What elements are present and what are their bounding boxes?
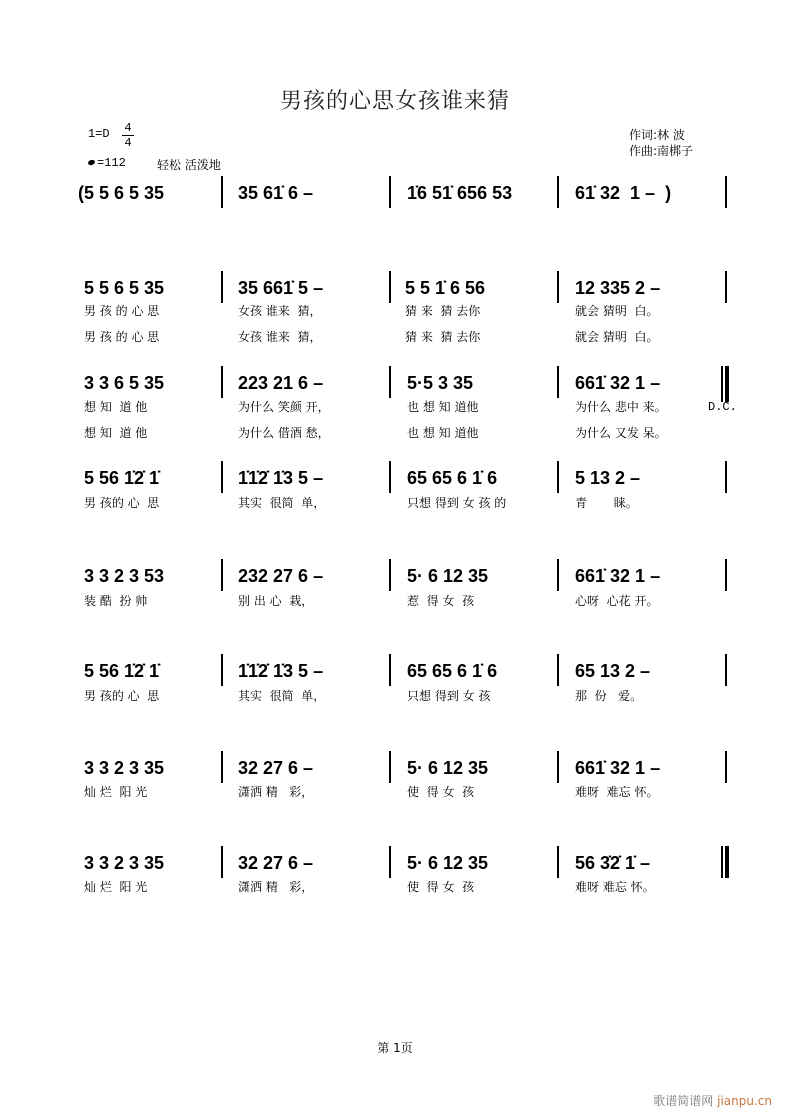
measure-4: 12 335 2 – (575, 278, 661, 298)
lyric-verse1: 男 孩的 心 思 (84, 496, 160, 510)
measure-2: 1̇1̇2̇ 1̇3 5 – (238, 468, 324, 488)
measure-1: 5 56 1̇2̇ 1̇ (84, 661, 160, 681)
barline (389, 176, 391, 208)
measure-3: 5 5 1̇ 6 56 (405, 278, 486, 298)
barline (557, 461, 559, 493)
lyric-verse1: 为什么 笑颜 开， (238, 400, 330, 414)
barline-double-thin (721, 366, 723, 402)
watermark (653, 1092, 772, 1109)
measure-1: 3 3 6 5 35 (84, 373, 165, 393)
tempo-marking (88, 156, 126, 170)
time-signature (122, 121, 134, 150)
lyric-verse2: 猜 来 猜 去你 (405, 330, 481, 344)
notes (0, 757, 790, 781)
measure-2: 1̇1̇2̇ 1̇3 5 – (238, 661, 324, 681)
lyric-verse1: 想 知 道 他 (84, 400, 148, 414)
final-barline-thick (725, 846, 729, 878)
lyric-verse2: 为什么 借酒 愁， (238, 426, 330, 440)
measure-2: 232 27 6 – (238, 566, 324, 586)
notes (0, 182, 790, 206)
measure-1: 3 3 2 3 35 (84, 853, 165, 873)
barline (221, 461, 223, 493)
barline (725, 559, 727, 591)
lyric-verse2: 为什么 又发 呆。 (575, 426, 667, 440)
lyric-verse1: 难呀 难忘 怀。 (575, 880, 655, 894)
notes (0, 277, 790, 301)
measure-3: 5· 6 12 35 (407, 758, 489, 778)
barline (221, 559, 223, 591)
barline (725, 176, 727, 208)
tempo-value: =112 (97, 156, 126, 170)
lyric-verse1: 难呀 难忘 怀。 (575, 785, 659, 799)
measure-3: 5· 6 12 35 (407, 853, 489, 873)
barline (725, 271, 727, 303)
lyric-verse1: 为什么 悲中 来。 (575, 400, 667, 414)
lyric-verse1: 灿 烂 阳 光 (84, 880, 148, 894)
final-barline-thin (721, 846, 723, 878)
measure-4: 65 13 2 – (575, 661, 651, 681)
barline (725, 751, 727, 783)
barline (389, 461, 391, 493)
lyric-verse1: 也 想 知 道他 (407, 400, 479, 414)
lyric-verse1: 猜 来 猜 去你 (405, 304, 481, 318)
measure-2: 223 21 6 – (238, 373, 324, 393)
measure-2: 35 61̇ 6 – (238, 183, 314, 203)
lyric-verse2: 就会 猜明 白。 (575, 330, 659, 344)
lyric-verse1: 潇洒 精 彩， (238, 880, 314, 894)
expression-marking: 轻松 活泼地 (157, 158, 221, 172)
lyric-verse2: 也 想 知 道他 (407, 426, 479, 440)
watermark-en: jianpu.cn (717, 1094, 772, 1108)
lyric-verse1: 男 孩的 心 思 (84, 689, 160, 703)
measure-2: 32 27 6 – (238, 758, 314, 778)
measure-3: 65 65 6 1̇ 6 (407, 661, 498, 681)
measure-2: 35 661̇ 5 – (238, 278, 324, 298)
barline (221, 271, 223, 303)
lyric-verse1: 女孩 谁来 猜， (238, 304, 322, 318)
lyric-verse1: 只想 得到 女 孩 的 (407, 496, 507, 510)
lyric-verse1: 只想 得到 女 孩 (407, 689, 491, 703)
barline (221, 654, 223, 686)
measure-1: 3 3 2 3 53 (84, 566, 165, 586)
measure-3: 5·5 3 35 (407, 373, 474, 393)
barline (389, 271, 391, 303)
measure-3: 1̇6 51̇ 656 53 (407, 183, 513, 203)
barline (557, 559, 559, 591)
notes (0, 852, 790, 876)
lyric-verse1: 灿 烂 阳 光 (84, 785, 148, 799)
time-signature-bottom: 4 (124, 136, 132, 150)
notes (0, 467, 790, 491)
barline (725, 654, 727, 686)
barline (557, 751, 559, 783)
notes (0, 660, 790, 684)
lyric-verse1: 别 出 心 栽， (238, 594, 314, 608)
lyric-verse1: 心呀 心花 开。 (575, 594, 659, 608)
notes (0, 565, 790, 589)
barline (725, 461, 727, 493)
lyric-verse1: 青 睐。 (575, 496, 638, 510)
barline (221, 846, 223, 878)
lyric-verse1: 其实 很简 单， (238, 496, 326, 510)
lyric-verse1: 就会 猜明 白。 (575, 304, 659, 318)
barline (389, 559, 391, 591)
lyric-verse2: 想 知 道 他 (84, 426, 148, 440)
lyric-verse1: 使 得 女 孩 (407, 880, 475, 894)
barline (389, 751, 391, 783)
lyric-verse1: 使 得 女 孩 (407, 785, 475, 799)
measure-1: 5 56 1̇2̇ 1̇ (84, 468, 160, 488)
measure-4: 661̇ 32 1 – (575, 373, 661, 393)
lyric-verse1: 男 孩 的 心 思 (84, 304, 160, 318)
measure-1: (5 5 6 5 35 (78, 183, 165, 203)
measure-4: 661̇ 32 1 – (575, 566, 661, 586)
measure-3: 5· 6 12 35 (407, 566, 489, 586)
measure-2: 32 27 6 – (238, 853, 314, 873)
time-signature-top: 4 (124, 121, 132, 135)
barline (221, 176, 223, 208)
barline (557, 846, 559, 878)
watermark-cn: 歌谱简谱网 (653, 1094, 714, 1108)
quarter-note-icon (87, 159, 95, 166)
measure-4: 56 3̇2̇ 1̇ – (575, 853, 651, 873)
key-signature: 1=D (88, 127, 110, 141)
barline (389, 366, 391, 398)
da-capo-mark: D.C. (708, 400, 737, 414)
measure-4: 61̇ 32 1 – ) (575, 183, 672, 203)
lyric-verse1: 惹 得 女 孩 (407, 594, 475, 608)
barline (221, 751, 223, 783)
barline-double-thick (725, 366, 729, 402)
measure-4: 661̇ 32 1 – (575, 758, 661, 778)
page-number: 第 1页 (377, 1041, 413, 1055)
measure-1: 3 3 2 3 35 (84, 758, 165, 778)
measure-3: 65 65 6 1̇ 6 (407, 468, 498, 488)
barline (557, 271, 559, 303)
barline (221, 366, 223, 398)
lyric-verse1: 那 份 爱。 (575, 689, 643, 703)
lyricist: 作词:林 波 (629, 128, 685, 142)
barline (389, 654, 391, 686)
lyric-verse2: 男 孩 的 心 思 (84, 330, 160, 344)
lyric-verse1: 装 酷 扮 帅 (84, 594, 148, 608)
barline (389, 846, 391, 878)
measure-4: 5 13 2 – (575, 468, 641, 488)
barline (557, 176, 559, 208)
lyric-verse2: 女孩 谁来 猜， (238, 330, 322, 344)
notes (0, 372, 790, 396)
barline (557, 366, 559, 398)
barline (557, 654, 559, 686)
measure-1: 5 5 6 5 35 (84, 278, 165, 298)
credits (629, 127, 693, 159)
lyric-verse1: 其实 很简 单， (238, 689, 326, 703)
song-title: 男孩的心思女孩谁来猜 (279, 89, 510, 114)
lyric-verse1: 潇洒 精 彩， (238, 785, 314, 799)
composer: 作曲:南梆子 (629, 144, 694, 158)
